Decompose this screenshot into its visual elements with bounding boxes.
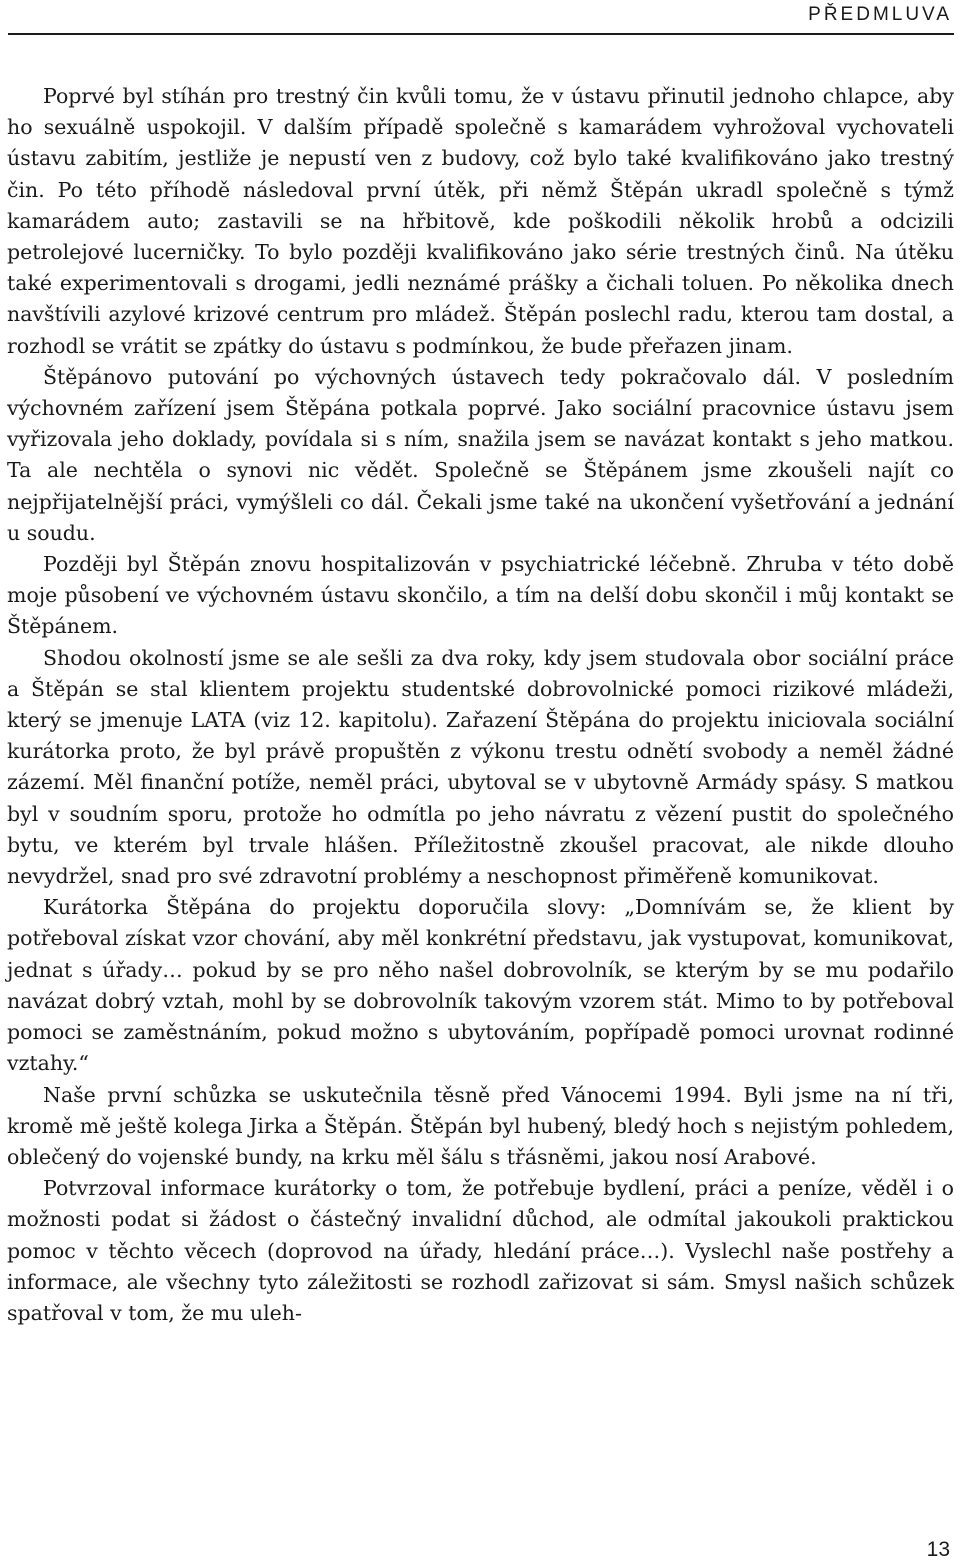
running-header-title: PŘEDMLUVA bbox=[808, 4, 952, 25]
paragraph-6: Naše první schůzka se uskutečnila těsně před Vánocemi 1994. Byli jsme na ní tři, kromě mě ještě kolega Jirka a Štěpán. Štěpán byl hubený, bledý hoch s nejistým pohledem, oblečený do vojenské bundy, na krku měl šálu s třásněmi, jakou nosí Arabové. bbox=[7, 1082, 954, 1169]
header-divider bbox=[8, 33, 954, 35]
paragraph-3: Později byl Štěpán znovu hospitalizován v psychiatrické léčebně. Zhruba v této době moje působení ve výchovném ústavu skončilo, a tím na delší dobu skončil i můj kontakt se Štěpánem. bbox=[7, 552, 954, 639]
paragraph-1: Poprvé byl stíhán pro trestný čin kvůli tomu, že v ústavu přinutil jednoho chlapce, aby ho sexuálně uspokojil. V dalším případě společně s kamarádem vyhrožoval vychovateli ústavu zabitím, jestliže je nepustí ven z budovy, což bylo také kvalifikováno jako trestný čin. Po této příhodě následoval první útěk, při němž Štěpán ukradl společně s týmž kamarádem auto; zastavili se na hřbitově, kde poškodili několik hrobů a odcizili petrolejové lucerničky. To bylo později kvalifikováno jako série trestných činů. Na útěku také experimentovali s drogami, jedli neznámé prášky a čichali toluen. Po několika dnech navštívili azylové krizové centrum pro mládež. Štěpán poslechl radu, kterou tam dostal, a rozhodl se vrátit se zpátky do ústavu s podmínkou, že bude přeřazen jinam. bbox=[7, 84, 954, 358]
page-body-text bbox=[7, 81, 954, 1329]
paragraph-7: Potvrzoval informace kurátorky o tom, že potřebuje bydlení, práci a peníze, věděl i o možnosti podat si žádost o částečný invalidní důchod, ale odmítal jakoukoli praktickou pomoc v těchto věcech (doprovod na úřady, hledání práce…). Vyslechl naše postřehy a informace, ale všechny tyto záležitosti se rozhodl zařizovat si sám. Smysl našich schůzek spatřoval v tom, že mu uleh- bbox=[7, 1176, 954, 1325]
paragraph-4: Shodou okolností jsme se ale sešli za dva roky, kdy jsem studovala obor sociální práce a Štěpán se stal klientem projektu studentské dobrovolnické pomoci rizikové mládeži, který se jmenuje LATA (viz 12. kapitolu). Zařazení Štěpána do projektu iniciovala sociální kurátorka proto, že byl právě propuštěn z výkonu trestu odnětí svobody a neměl žádné zázemí. Měl finanční potíže, neměl práci, ubytoval se v ubytovně Armády spásy. S matkou byl v soudním sporu, protože ho odmítla po jeho návratu z vězení pustit do společného bytu, ve kterém byl trvale hlášen. Příležitostně zkoušel pracovat, ale nikde dlouho nevydržel, snad pro své zdravotní problémy a neschopnost přiměřeně komunikovat. bbox=[7, 645, 954, 889]
page-number: 13 bbox=[926, 1538, 950, 1561]
paragraph-2: Štěpánovo putování po výchovných ústavech tedy pokračovalo dál. V posledním výchovném zařízení jsem Štěpána potkala poprvé. Jako sociální pracovnice ústavu jsem vyřizovala jeho doklady, povídala si s ním, snažila jsem se navázat kontakt s jeho matkou. Ta ale nechtěla o synovi nic vědět. Společně se Štěpánem jsme zkoušeli najít co nejpřijatelnější práci, vymýšleli co dál. Čekali jsme také na ukončení vyšetřování a jednání u soudu. bbox=[7, 364, 954, 545]
paragraph-5: Kurátorka Štěpána do projektu doporučila slovy: „Domnívám se, že klient by potřeboval získat vzor chování, aby měl konkrétní představu, jak vystupovat, komunikovat, jednat s úřady… pokud by se pro něho našel dobrovolník, se kterým by se mu podařilo navázat dobrý vztah, mohl by se dobrovolník takovým vzorem stát. Mimo to by potřeboval pomoci se zaměstnáním, pokud možno s ubytováním, popřípadě pomoci urovnat rodinné vztahy.“ bbox=[7, 895, 954, 1076]
